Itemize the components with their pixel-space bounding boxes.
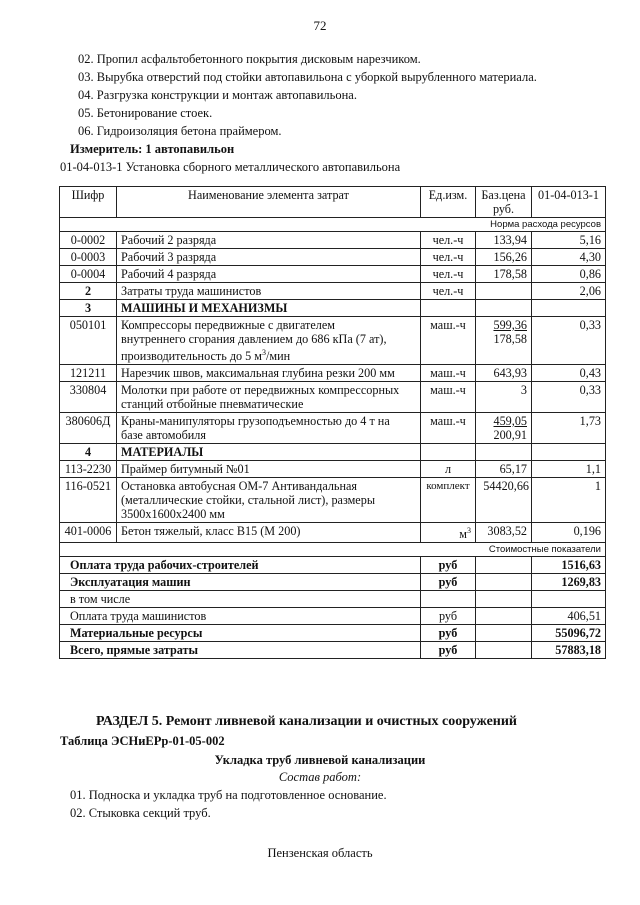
header-unit: Ед.изм. [421,187,476,218]
header-name: Наименование элемента затрат [117,187,421,218]
section-row-machines: 3 МАШИНЫ И МЕХАНИЗМЫ [60,300,606,317]
table-row: 113-2230 Праймер битумный №01 л 65,17 1,1 [60,461,606,478]
total-row: Оплата труда рабочих-строителей руб 1516,63 [60,557,606,574]
table-code: Таблица ЭСНиЕРр-01-05-002 [60,734,225,748]
table-row: 116-0521 Остановка автобусная ОМ-7 Антивандальная (металлические стойки, стальной лист), размеры 3500х1600х2400 мм комплект 54420,66 1 [60,478,606,523]
norm-code-line: 01-04-013-1 Установка сборного металлического автопавильона [60,160,401,174]
table-row: 401-0006 Бетон тяжелый, класс В15 (М 200) $м^3$ 3083,52 0,196 [60,523,606,543]
total-row: Всего, прямые затраты руб 57883,18 [60,642,606,659]
table-row: 121211 Нарезчик швов, максимальная глубина резки 200 мм маш.-ч 643,93 0,43 [60,365,606,382]
measurer: Измеритель: 1 автопавильон [70,142,235,156]
header-norm: 01-04-013-1 [532,187,606,218]
table-row: 0-0003 Рабочий 3 разряда чел.-ч 156,26 4,30 [60,249,606,266]
sostav-heading: Состав работ: [278,770,362,784]
page-number: 72 [313,18,327,33]
cost-caption: Стоимостные показатели [60,543,606,557]
work-item: 04. Разгрузка конструкции и монтаж автопавильона. [78,88,357,102]
resource-table [59,186,606,659]
table-row: 0-0002 Рабочий 2 разряда чел.-ч 133,94 5,16 [60,232,606,249]
work-item: 03. Вырубка отверстий под стойки автопавильона с уборкой вырубленного материала. [78,70,537,84]
table-row: 050101 Компрессоры передвижные с двигателем внутреннего сгорания давлением до 686 кПа (7 ат), производительность до 5 $м^3$/мин маш.-ч 599,36 178,58 0,33 [60,317,606,365]
table-header [60,187,606,218]
table-row: 380606Д Краны-манипуляторы грузоподъемностью до 4 т на базе автомобиля маш.-ч 459,05 200,91 1,73 [60,413,606,444]
section-row-materials: 4 МАТЕРИАЛЫ [60,444,606,461]
table-row: 330804 Молотки при работе от передвижных компрессорных станций отбойные пневматические маш.-ч 3 0,33 [60,382,606,413]
table-row: 0-0004 Рабочий 4 разряда чел.-ч 178,58 0,86 [60,266,606,283]
subsection-title: Укладка труб ливневой канализации [214,753,426,767]
norm-caption-row [60,218,606,232]
page-footer: Пензенская область [267,846,373,860]
work-item: 02. Стыковка секций труб. [70,806,211,820]
total-row: Материальные ресурсы руб 55096,72 [60,625,606,642]
cost-caption-row [60,543,606,557]
work-item: 06. Гидроизоляция бетона праймером. [78,124,282,138]
total-row: Эксплуатация машин руб 1269,83 [60,574,606,591]
work-item: 05. Бетонирование стоек. [78,106,213,120]
section-title: РАЗДЕЛ 5. Ремонт ливневой канализации и очистных сооружений [96,714,517,729]
norm-caption: Норма расхода ресурсов [60,218,606,232]
header-code: Шифр [60,187,117,218]
total-row: в том числе [60,591,606,608]
work-item: 01. Подноска и укладка труб на подготовленное основание. [70,788,387,802]
total-row: Оплата труда машинистов руб 406,51 [60,608,606,625]
header-price: Баз.цена руб. [476,187,532,218]
work-item: 02. Пропил асфальтобетонного покрытия дисковым нарезчиком. [78,52,421,66]
table-row: 2 Затраты труда машинистов чел.-ч 2,06 [60,283,606,300]
